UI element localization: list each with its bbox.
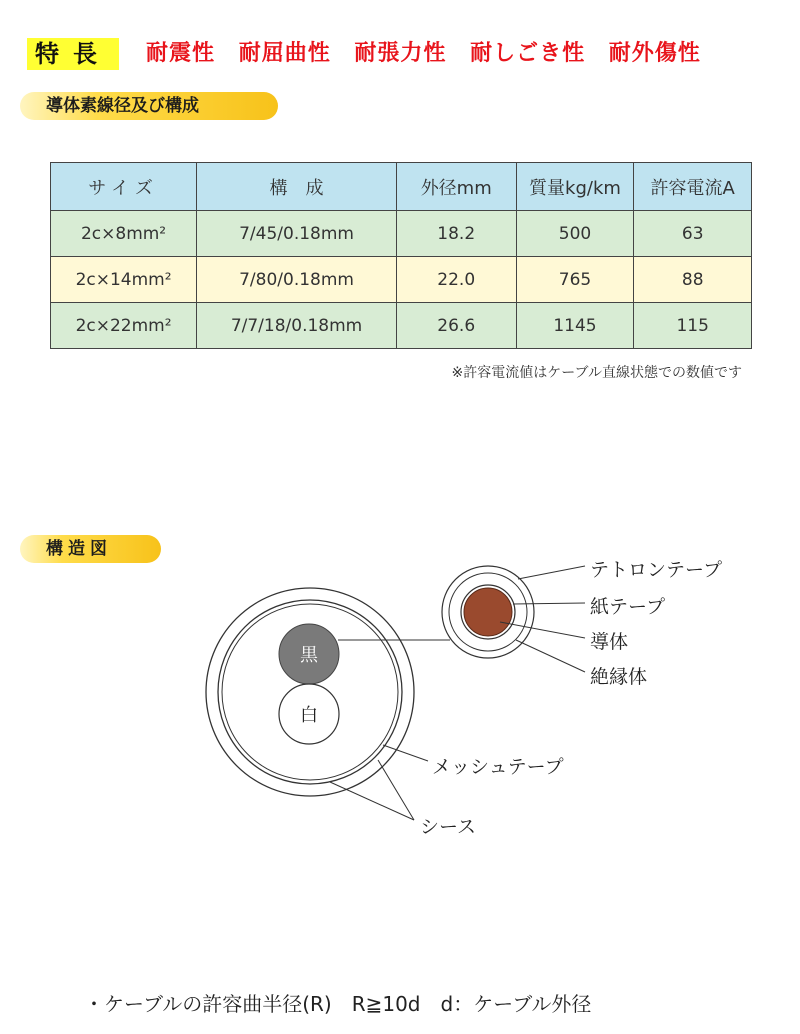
section-title-structure: 構造図 [20,535,161,563]
table-cell: 1145 [516,303,634,349]
column-header-outer-diameter: 外径mm [396,163,516,211]
column-header-composition: 構 成 [197,163,397,211]
table-cell: 7/80/0.18mm [197,257,397,303]
table-cell: 7/45/0.18mm [197,211,397,257]
column-header-size: サイズ [51,163,197,211]
callout-mesh-tape: メッシュテープ [432,756,564,778]
table-cell: 63 [634,211,752,257]
column-header-mass: 質量kg/km [516,163,634,211]
core-black-label: 黒 [300,645,318,666]
table-cell: 22.0 [396,257,516,303]
table-cell: 2c×22mm² [51,303,197,349]
leader-sheath-1 [330,782,414,820]
table-cell: 88 [634,257,752,303]
core-white-label: 白 [300,705,318,726]
table-cell: 7/7/18/0.18mm [197,303,397,349]
callout-sheath: シース [420,816,477,838]
table-cell: 2c×8mm² [51,211,197,257]
feature-item: 耐屈曲性 [238,41,331,66]
section-title-conductor: 導体素線径及び構成 [20,92,278,120]
table-cell: 115 [634,303,752,349]
feature-item: 耐しごき性 [470,41,586,66]
feature-item: 耐震性 [146,41,216,66]
table-cell: 2c×14mm² [51,257,197,303]
leader-tetoron [518,566,585,579]
callout-conductor: 導体 [590,631,629,653]
table-cell: 18.2 [396,211,516,257]
feature-item: 耐外傷性 [608,41,701,66]
table-cell: 765 [516,257,634,303]
callout-paper-tape: 紙テープ [590,596,666,618]
table-note: ※許容電流値はケーブル直線状態での数値です [451,365,742,381]
callout-insulator: 絶縁体 [590,666,648,688]
bend-radius-note: ・ケーブルの許容曲半径(R) R≧10d d：ケーブル外径 [84,992,592,1016]
features-label: 特長 [27,38,119,70]
leader-insulator [516,640,585,672]
core-detail-conductor [464,588,512,636]
feature-item: 耐張力性 [354,41,447,66]
leader-sheath-2 [378,760,414,820]
table-cell: 26.6 [396,303,516,349]
callout-tetoron-tape: テトロンテープ [590,559,723,581]
table-cell: 500 [516,211,634,257]
column-header-allowable-current: 許容電流A [634,163,752,211]
